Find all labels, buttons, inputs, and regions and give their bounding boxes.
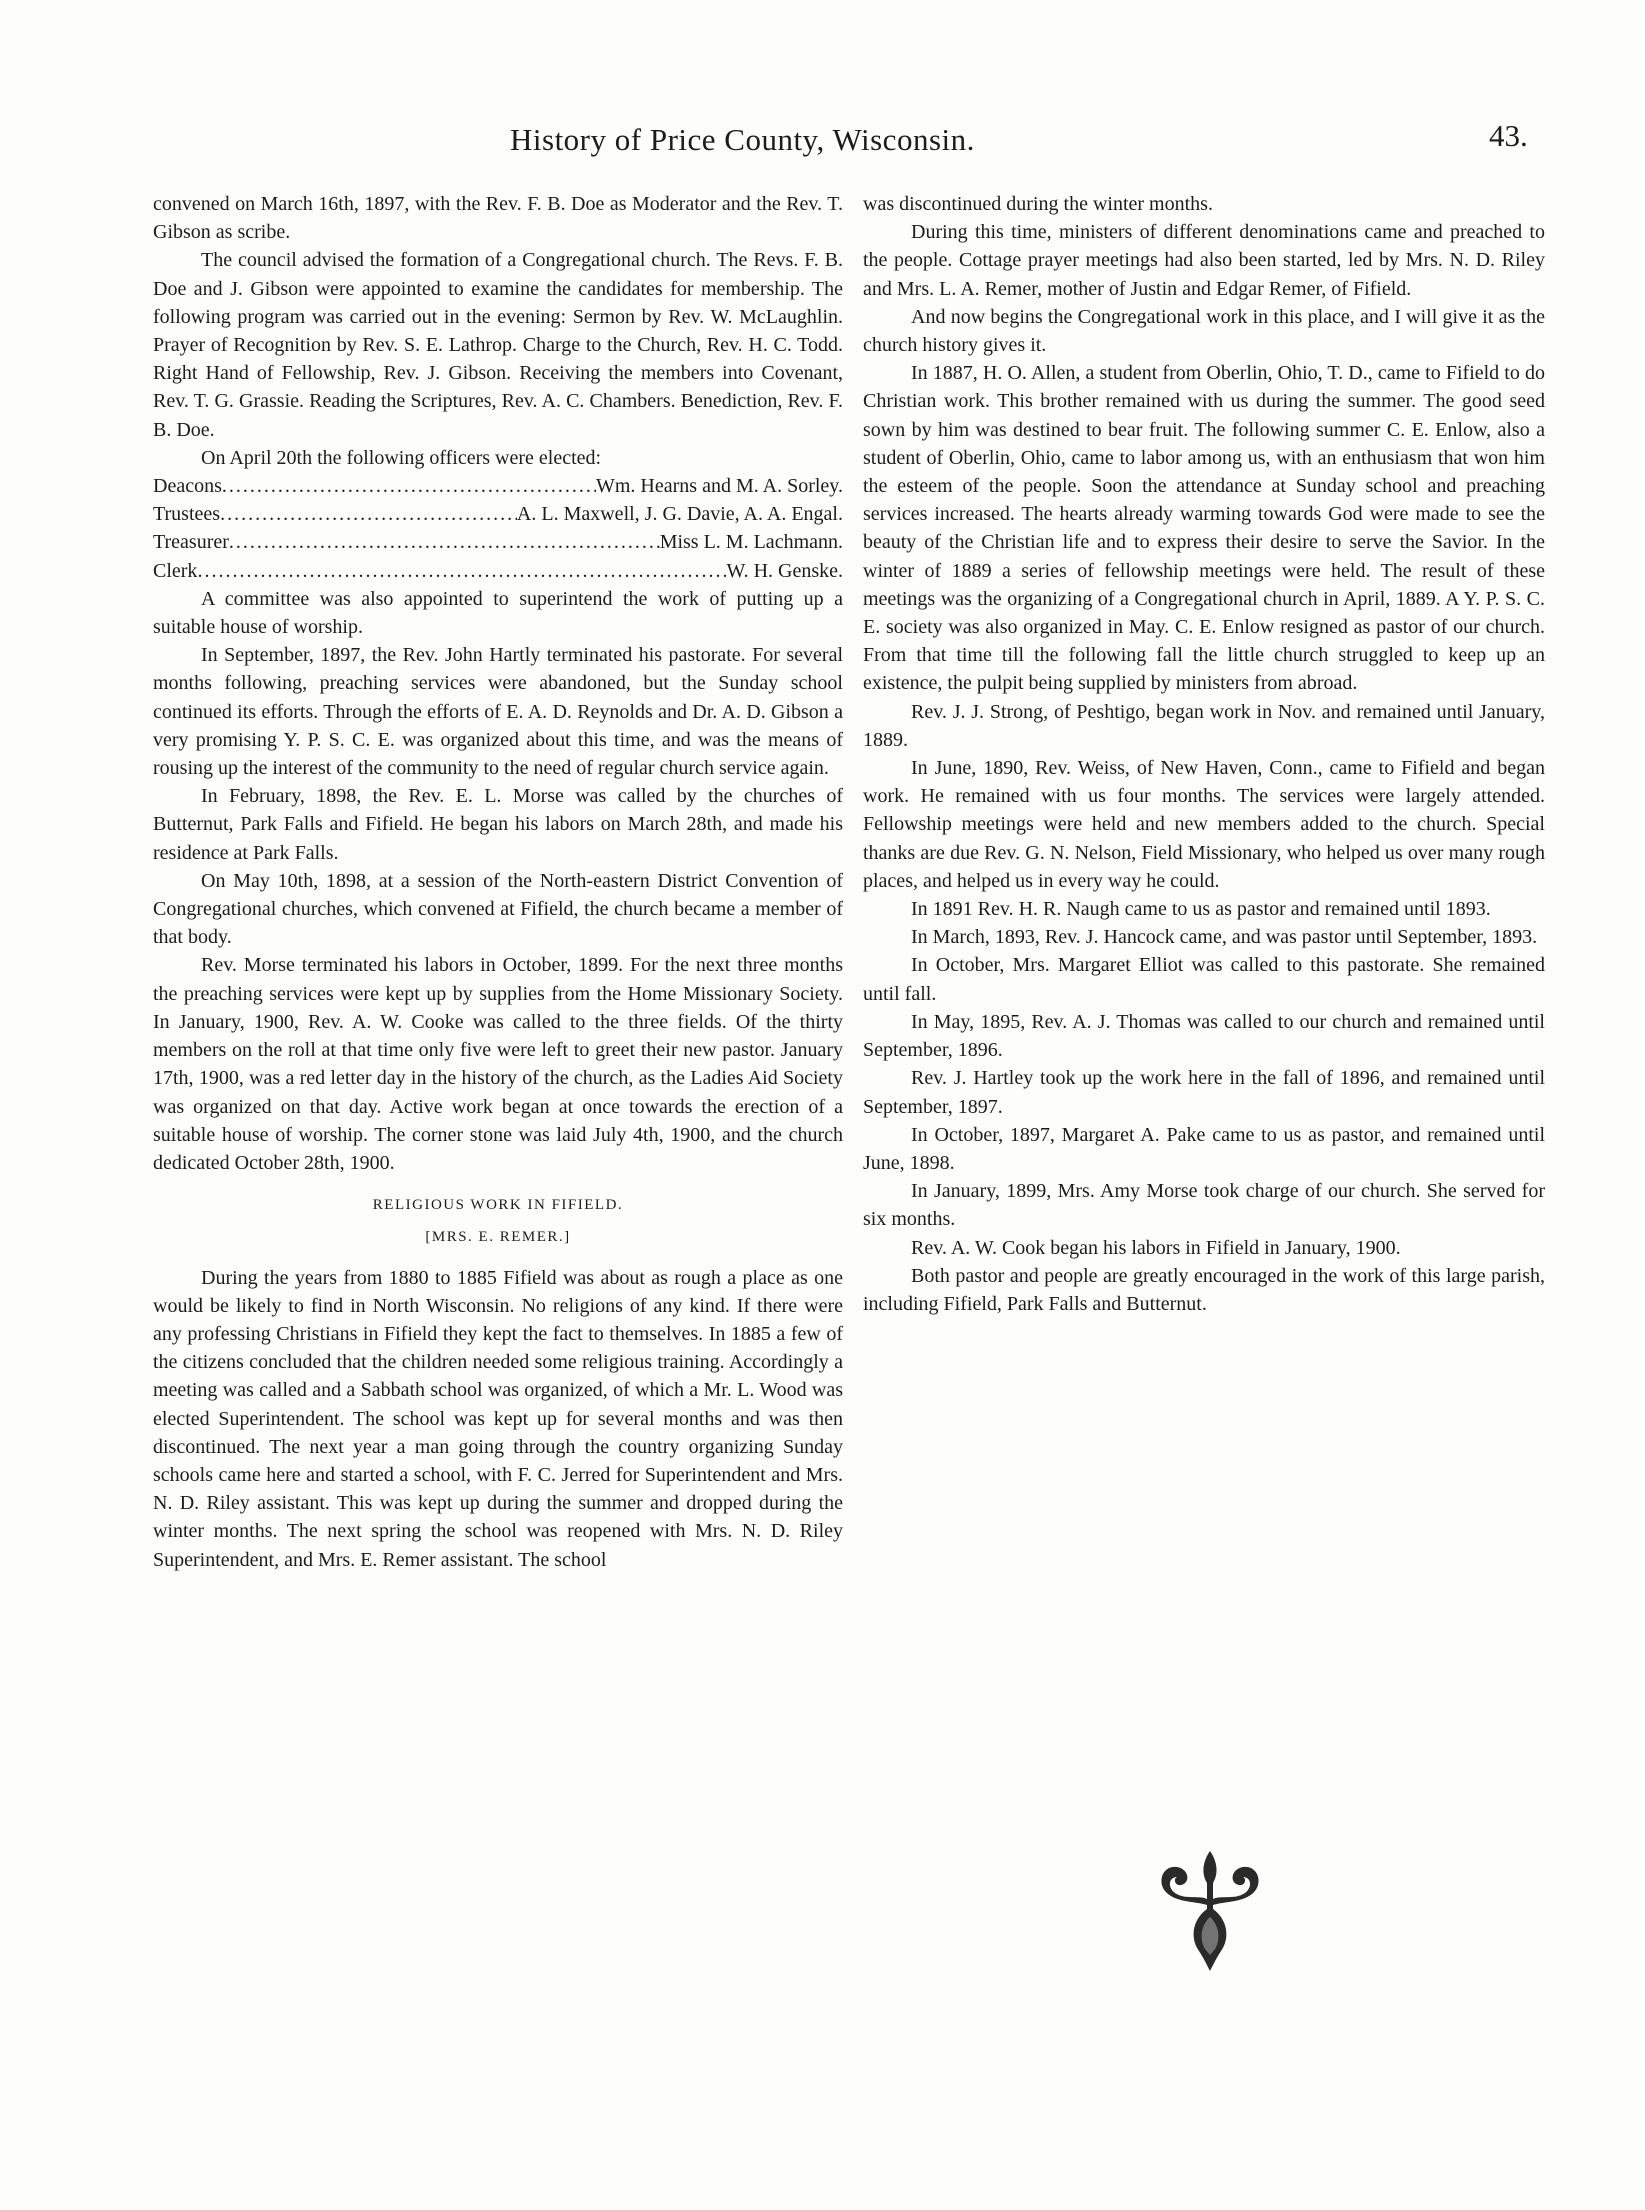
page-title: History of Price County, Wisconsin.	[510, 122, 975, 157]
officer-names: Wm. Hearns and M. A. Sorley.	[596, 475, 843, 498]
officer-row	[153, 557, 843, 585]
officer-names: W. H. Genske.	[726, 559, 843, 582]
right-column	[863, 190, 1545, 1318]
paragraph: In October, Mrs. Margaret Elliot was called to this pastorate. She remained until fall.	[863, 954, 1545, 1005]
dot-leader	[197, 557, 726, 585]
officer-row	[153, 472, 843, 500]
section-author: [MRS. E. REMER.]	[425, 1229, 571, 1246]
paragraph: On May 10th, 1898, at a session of the North-eastern District Convention of Congregational churches, which convened at Fifield, the church became a member of that body.	[153, 869, 843, 949]
paragraph: was discontinued during the winter months.	[863, 193, 1213, 215]
paragraph: Both pastor and people are greatly encouraged in the work of this large parish, including Fifield, Park Falls and Butternut.	[863, 1264, 1545, 1315]
paragraph: The council advised the formation of a Congregational church. The Revs. F. B. Doe and J. Gibson were appointed to examine the candidates for membership. The following program was carried out in the evening: Sermon by Rev. W. McLaughlin. Prayer of Recognition by Rev. S. E. Lathrop. Charge to the Church, Rev. H. C. Todd. Right Hand of Fellowship, Rev. J. Gibson. Receiving the members into Covenant, Rev. T. G. Grassie. Reading the Scriptures, Rev. A. C. Chambers. Benediction, Rev. F. B. Doe.	[153, 249, 843, 441]
paragraph: In 1891 Rev. H. R. Naugh came to us as pastor and remained until 1893.	[911, 898, 1491, 921]
dot-leader	[229, 528, 660, 556]
paragraph: And now begins the Congregational work in this place, and I will give it as the church history gives it.	[863, 305, 1545, 357]
page-number: 43.	[1489, 118, 1528, 153]
paragraph: A committee was also appointed to superintend the work of putting up a suitable house of worship.	[153, 587, 843, 639]
paragraph: Rev. Morse terminated his labors in October, 1899. For the next three months the preaching services were kept up by supplies from the Home Missionary Society. In January, 1900, Rev. A. W. Cooke was called to the three fields. Of the thirty members on the roll at that time only five were left to greet their new pastor. January 17th, 1900, was a red letter day in the history of the church, as the Ladies Aid Society was organized on that day. Active work began at once towards the erection of a suitable house of worship. The corner stone was laid July 4th, 1900, and the church dedicated October 28th, 1900.	[153, 954, 843, 1174]
paragraph: Rev. A. W. Cook began his labors in Fifield in January, 1900.	[911, 1236, 1401, 1259]
officer-names: A. L. Maxwell, J. G. Davie, A. A. Engal.	[516, 503, 843, 526]
officer-row	[153, 528, 843, 556]
left-column	[153, 190, 843, 1574]
paragraph: In March, 1893, Rev. J. Hancock came, and was pastor until September, 1893.	[911, 926, 1538, 949]
paragraph: In 1887, H. O. Allen, a student from Oberlin, Ohio, T. D., came to Fifield to do Christian work. This brother remained with us during the summer. The good seed sown by him was destined to bear fruit. The following summer C. E. Enlow, also a student of Oberlin, Ohio, came to labor among us, with an enthusiasm that won him the esteem of the people. Soon the attendance at Sunday school and preaching services increased. The hearts already warming towards God were made to see the beauty of the Christian life and to express their desire to serve the Savior. In the winter of 1889 a series of fellowship meetings were held. The result of these meetings was the organizing of a Congregational church in April, 1889. A Y. P. S. C. E. society was also organized in May. C. E. Enlow resigned as pastor of our church. From that time till the following fall the little church struggled to keep up an existence, the pulpit being supplied by ministers from abroad.	[863, 362, 1545, 695]
officers-list	[153, 472, 843, 585]
paragraph: During this time, ministers of different denominations came and preached to the people. Cottage prayer meetings had also been started, led by Mrs. N. D. Riley and Mrs. L. A. Remer, mother of Justin and Edgar Remer, of Fifield.	[863, 221, 1545, 300]
officer-role: Clerk	[153, 559, 198, 582]
paragraph: In September, 1897, the Rev. John Hartly terminated his pastorate. For several months following, preaching services were abandoned, but the Sunday school continued its efforts. Through the efforts of E. A. D. Reynolds and Dr. A. D. Gibson a very promising Y. P. S. C. E. was organized about this time, and was the means of rousing up the interest of the community to the need of regular church service again.	[153, 644, 843, 780]
officer-row	[153, 500, 843, 528]
paragraph: Rev. J. J. Strong, of Peshtigo, began work in Nov. and remained until January, 1889.	[863, 700, 1545, 751]
dot-leader	[220, 500, 517, 528]
paragraph: In January, 1899, Mrs. Amy Morse took charge of our church. She served for six months.	[863, 1180, 1545, 1231]
paragraph: Rev. J. Hartley took up the work here in the fall of 1896, and remained until September, 1897.	[863, 1067, 1545, 1118]
paragraph: On April 20th the following officers were elected:	[201, 446, 602, 469]
paragraph: convened on March 16th, 1897, with the Rev. F. B. Doe as Moderator and the Rev. T. Gibson as scribe.	[153, 193, 843, 244]
paragraph: In May, 1895, Rev. A. J. Thomas was called to our church and remained until September, 1896.	[863, 1010, 1545, 1062]
officer-role: Trustees	[153, 503, 221, 526]
officer-role: Treasurer	[153, 531, 229, 554]
officer-role: Deacons	[153, 475, 222, 498]
officer-names: Miss L. M. Lachmann.	[659, 531, 843, 554]
paragraph: In June, 1890, Rev. Weiss, of New Haven, Conn., came to Fifield and began work. He remained with us four months. The services were largely attended. Fellowship meetings were held and new members added to the church. Special thanks are due Rev. G. N. Nelson, Field Missionary, who helped us over many rough places, and helped us in every way he could.	[863, 757, 1545, 892]
paragraph: In February, 1898, the Rev. E. L. Morse was called by the churches of Butternut, Park Falls and Fifield. He began his labors on March 28th, and made his residence at Park Falls.	[153, 785, 843, 864]
dot-leader	[222, 472, 596, 500]
paragraph: In October, 1897, Margaret A. Pake came to us as pastor, and remained until June, 1898.	[863, 1123, 1545, 1174]
section-heading: RELIGIOUS WORK IN FIFIELD.	[372, 1197, 624, 1214]
paragraph: During the years from 1880 to 1885 Fifield was about as rough a place as one would be likely to find in North Wisconsin. No religions of any kind. If there were any professing Christians in Fifield they kept the fact to themselves. In 1885 a few of the citizens concluded that the children needed some religious training. Accordingly a meeting was called and a Sabbath school was organized, of which a Mr. L. Wood was elected Superintendent. The school was kept up for several months and was then discontinued. The next year a man going through the country organizing Sunday schools came here and started a school, with F. C. Jerred for Superintendent and Mrs. N. D. Riley assistant. This was kept up during the summer and dropped during the winter months. The next spring the school was reopened with Mrs. N. D. Riley Superintendent, and Mrs. E. Remer assistant. The school	[153, 1266, 843, 1571]
fleuron-icon	[1155, 1843, 1265, 1973]
